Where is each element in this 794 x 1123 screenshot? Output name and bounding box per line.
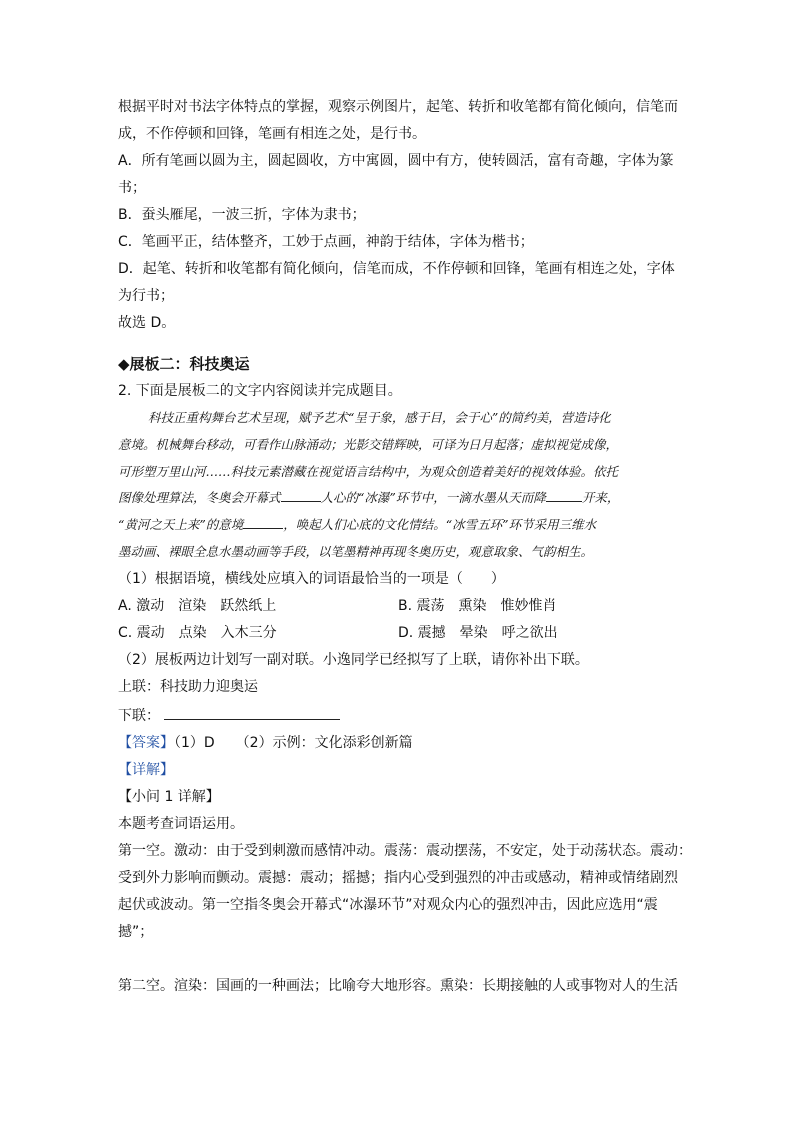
text-line: 根据平时对书法字体特点的掌握，观察示例图片，起笔、转折和收笔都有简化倾向，信笔而 (118, 99, 678, 115)
text-line: 第二空。渲染：国画的一种画法；比喻夸大地形容。熏染：长期接触的人或事物对人的生活 (118, 977, 678, 994)
text-line: 成，不作停顿和回锋，笔画有相连之处，是行书。 (118, 126, 426, 142)
reading-passage (118, 405, 678, 566)
option-c-explanation: C．笔画平正，结体整齐，工妙于点画，神韵于结体，字体为楷书； (118, 234, 534, 250)
topic-line: 本题考查词语运用。 (118, 815, 244, 832)
blank-line (118, 946, 678, 973)
choice-conclusion: 故选 D。 (118, 315, 176, 331)
lower-couplet (118, 701, 678, 730)
text-line: 起伏或波动。第一空指冬奥会开幕式“冰瀑环节”对观众内心的强烈冲击，因此应选用“震 (118, 896, 658, 913)
answer-blank (164, 701, 340, 720)
passage-line: 墨动画、裸眼全息水墨动画等手段，以笔墨精神再现冬奥历史，观意取象、气韵相生。 (118, 543, 594, 559)
option-b-explanation: B．蚕头雁尾，一波三折，字体为隶书； (118, 207, 366, 223)
lower-couplet-label: 下联： (118, 707, 160, 724)
option-d: D. 震撼 晕染 呼之欲出 (398, 624, 558, 641)
answer-line (118, 730, 678, 757)
text-line: 受到外力影响而颤动。震撼：震动；摇撼；指内心受到强烈的冲击或感动，精神或情绪剧烈 (118, 869, 678, 886)
passage-line (118, 485, 678, 512)
passage-text: 人心的“冰瀑”环节中，一滴水墨从天而降 (320, 490, 546, 506)
passage-text: 开来， (581, 490, 620, 506)
text-line: 书； (118, 180, 146, 196)
options-row (118, 620, 678, 647)
passage-text: “黄河之天上来”的意境 (118, 517, 244, 533)
sub-question-2: （2）展板两边计划写一副对联。小逸同学已经拟写了上联，请你补出下联。 (118, 651, 589, 668)
text-line: 为行书； (118, 288, 174, 304)
section-heading: ◆展板二：科技奥运 (118, 355, 250, 373)
passage-text: 图像处理算法，冬奥会开幕式 (118, 490, 281, 506)
sub-question-1: （1）根据语境，横线处应填入的词语最恰当的一项是（ ） (118, 570, 505, 587)
upper-couplet: 上联：科技助力迎奥运 (118, 678, 258, 695)
detail-label: 【详解】 (118, 761, 174, 778)
text-line: 第一空。激动：由于受到刺激而感情冲动。震荡：震动摆荡，不安定，处于动荡状态。震动： (118, 842, 692, 859)
passage-line: 意境。机械舞台移动，可看作山脉涌动；光影交错辉映，可译为日月起落；虚拟视觉成像， (118, 436, 619, 452)
option-d-explanation: D．起笔、转折和收笔都有简化倾向，信笔而成，不作停顿和回锋，笔画有相连之处，字体 (118, 261, 675, 277)
small-question-label: 【小问 1 详解】 (118, 788, 220, 805)
option-c: C. 震动 点染 入木三分 (118, 624, 277, 641)
passage-line: 可形塑万里山河……科技元素潜藏在视觉语言结构中，为观众创造着美好的视效体验。依托 (118, 463, 619, 479)
analysis-paragraph (118, 94, 678, 337)
option-b: B. 震荡 熏染 惟妙惟肖 (398, 597, 557, 614)
document-page (118, 94, 692, 1000)
answer-label: 【答案】 (118, 734, 174, 751)
passage-line (118, 512, 678, 539)
fill-blank-1 (281, 501, 321, 502)
passage-text: ，唤起人们心底的文化情结。“冰雪五环”环节采用三维水 (283, 517, 597, 533)
option-a-explanation: A．所有笔画以圆为主，圆起圆收，方中寓圆，圆中有方，使转圆活，富有奇趣，字体为篆 (118, 153, 674, 169)
fill-blank-2 (546, 501, 582, 502)
passage-line: 科技正重构舞台艺术呈现，赋予艺术“呈于象，感于目，会于心”的简约美，营造诗化 (148, 410, 611, 425)
option-a: A. 激动 渲染 跃然纸上 (118, 597, 277, 614)
text-line: 撼”； (118, 923, 154, 940)
answer-text: （1）D （2）示例：文化添彩创新篇 (174, 734, 413, 751)
question-stem: 2. 下面是展板二的文字内容阅读并完成题目。 (118, 383, 402, 399)
fill-blank-3 (243, 528, 283, 529)
options-row (118, 593, 678, 620)
